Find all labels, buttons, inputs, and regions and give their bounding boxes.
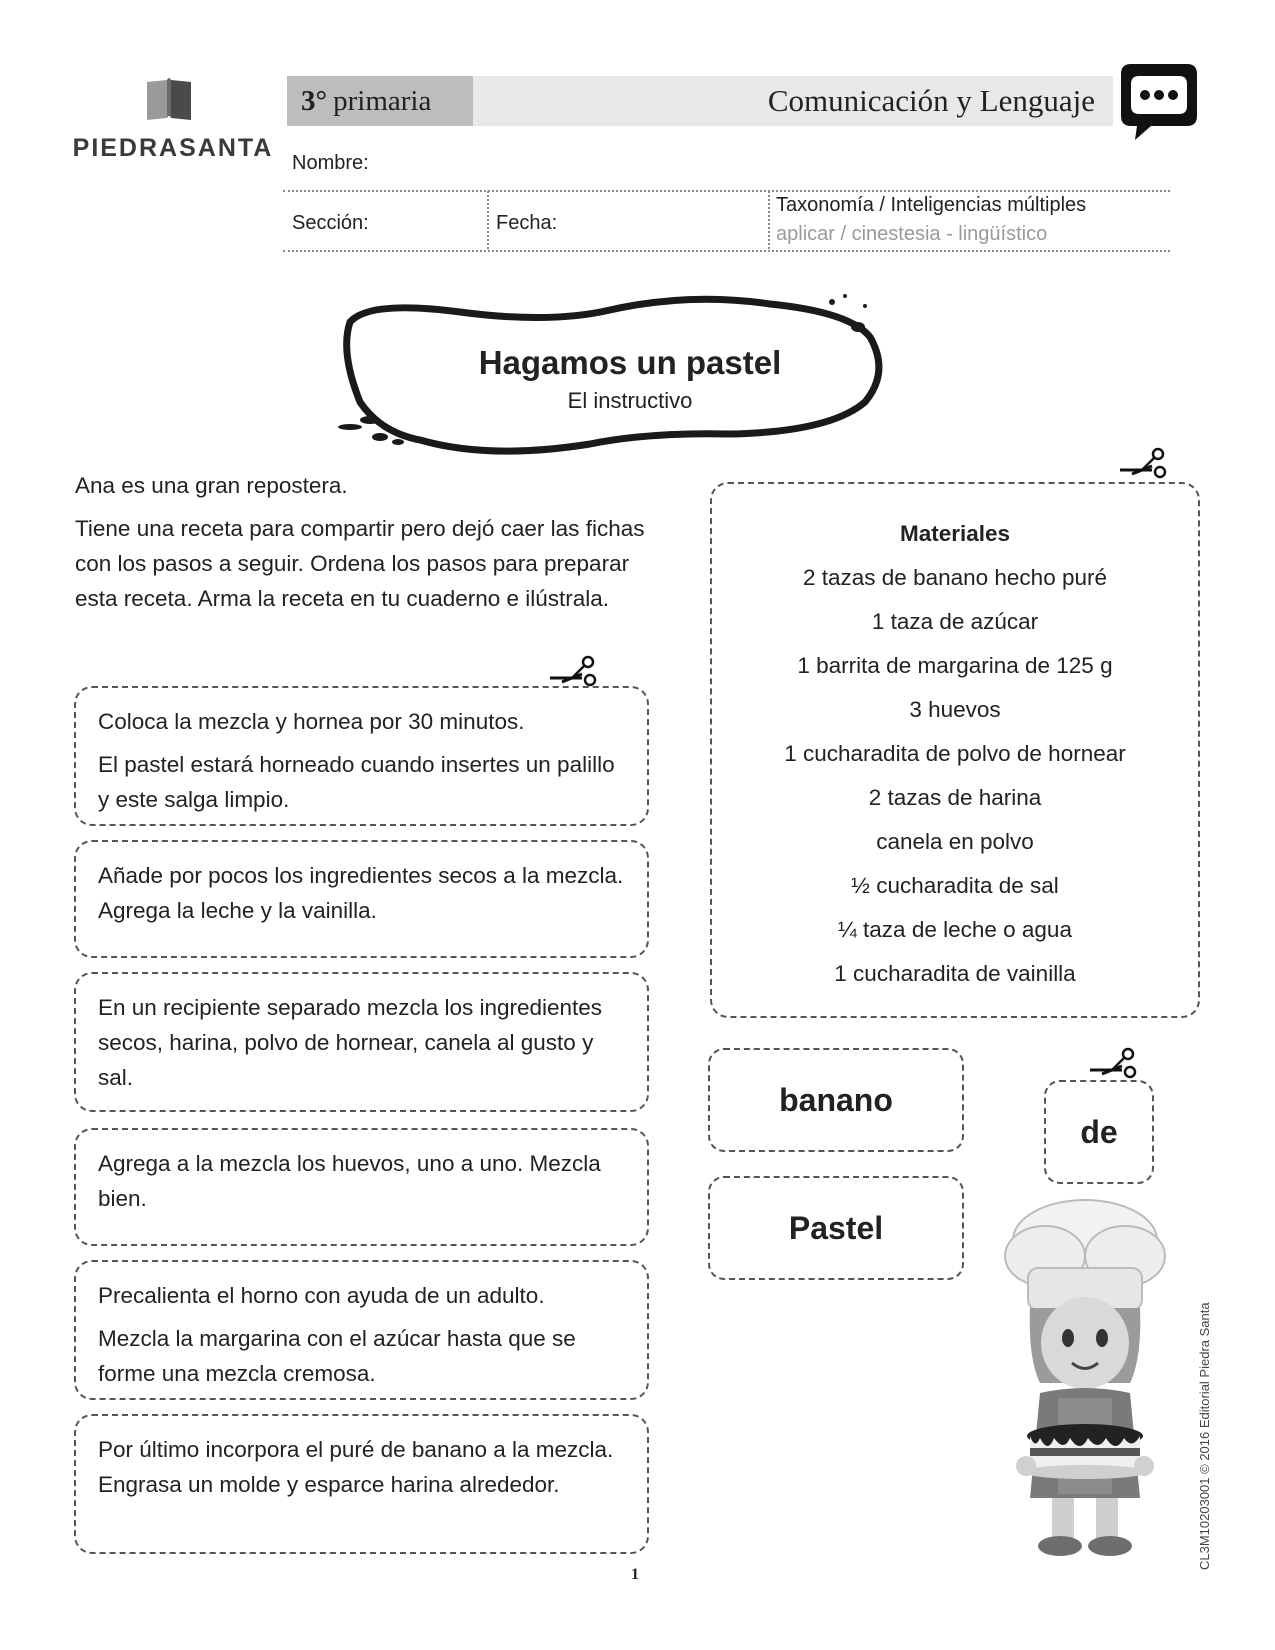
scissors-icon	[548, 652, 598, 688]
name-label: Nombre:	[292, 152, 369, 174]
materials-item: 1 taza de azúcar	[871, 609, 1039, 634]
step-text: En un recipiente separado mezcla los ingredientes secos, harina, polvo de hornear, canela al gusto y sal.	[98, 995, 603, 1090]
divider	[487, 191, 489, 249]
word-text: Pastel	[788, 1209, 884, 1246]
intro-text	[75, 468, 675, 624]
divider	[283, 190, 1170, 192]
taxonomy-title: Taxonomía / Inteligencias múltiples	[776, 194, 1087, 216]
materials-item: 1 cucharadita de vainilla	[834, 961, 1076, 986]
intro-paragraph: Ana es una gran repostera.	[75, 473, 348, 498]
step-text: Añade por pocos los ingredientes secos a la mezcla. Agrega la leche y la vainilla.	[98, 863, 624, 923]
chef-girl-illustration	[990, 1198, 1180, 1563]
scissors-icon	[1118, 444, 1168, 480]
step-text: Mezcla la margarina con el azúcar hasta que se forme una mezcla cremosa.	[98, 1326, 576, 1386]
copyright-text: CL3M10203001 © 2016 Editorial Piedra Santa	[1197, 1302, 1212, 1570]
name-field[interactable]	[370, 140, 1170, 180]
step-card[interactable]	[74, 840, 649, 958]
scissors-icon	[1088, 1044, 1138, 1080]
materials-item: 3 huevos	[909, 697, 1001, 722]
page-subtitle: El instructivo	[567, 388, 693, 413]
book-icon	[143, 74, 195, 124]
grade-word: primaria	[333, 84, 432, 117]
step-card[interactable]	[74, 1260, 649, 1400]
logo-text: PIEDRASANTA	[72, 134, 274, 162]
materials-item: 2 tazas de harina	[868, 785, 1042, 810]
word-card-pastel[interactable]	[708, 1176, 964, 1280]
divider	[768, 191, 770, 249]
date-label: Fecha:	[496, 212, 558, 234]
publisher-logo	[68, 72, 274, 172]
word-card-banano[interactable]	[708, 1048, 964, 1152]
speech-bubble-icon	[1117, 60, 1201, 144]
word-text: banano	[779, 1081, 893, 1118]
step-text: Agrega a la mezcla los huevos, uno a uno. Mezcla bien.	[98, 1151, 601, 1211]
subject-bar	[473, 76, 1113, 126]
materials-item: 2 tazas de banano hecho puré	[803, 565, 1107, 590]
materials-item: ½ cucharadita de sal	[851, 873, 1059, 898]
intro-paragraph: Tiene una receta para compartir pero dejó caer las fichas con los pasos a seguir. Ordena los pasos para preparar esta receta. Arma la receta en tu cuaderno e ilústrala.	[75, 516, 645, 611]
step-card[interactable]	[74, 1128, 649, 1246]
section-label: Sección:	[292, 212, 369, 234]
step-text: Coloca la mezcla y hornea por 30 minutos.	[98, 709, 525, 734]
page-number: 1	[631, 1566, 639, 1583]
materials-item: 1 cucharadita de polvo de hornear	[784, 741, 1126, 766]
word-card-de[interactable]	[1044, 1080, 1154, 1184]
materials-item: canela en polvo	[876, 829, 1034, 854]
date-field[interactable]	[560, 198, 760, 248]
section-field[interactable]	[372, 198, 482, 248]
materials-card[interactable]	[710, 482, 1200, 1018]
step-text: Por último incorpora el puré de banano a la mezcla. Engrasa un molde y esparce harina alrededor.	[98, 1437, 614, 1497]
step-text: El pastel estará horneado cuando insertes un palillo y este salga limpio.	[98, 752, 615, 812]
taxonomy-value: aplicar / cinestesia - lingüístico	[776, 223, 1048, 245]
page-title: Hagamos un pastel	[478, 344, 782, 381]
word-text: de	[1080, 1113, 1118, 1150]
copyright-note	[1196, 1270, 1216, 1570]
step-card[interactable]	[74, 686, 649, 826]
subject-title: Comunicación y Lenguaje	[767, 83, 1095, 118]
divider	[283, 250, 1170, 252]
step-card[interactable]	[74, 1414, 649, 1554]
step-card[interactable]	[74, 972, 649, 1112]
grade-label	[287, 76, 473, 126]
materials-item: ¼ taza de leche o agua	[838, 917, 1072, 942]
materials-item: 1 barrita de margarina de 125 g	[797, 653, 1113, 678]
materials-title: Materiales	[899, 521, 1011, 546]
grade-number: 3°	[301, 84, 328, 117]
step-text: Precalienta el horno con ayuda de un adulto.	[98, 1283, 545, 1308]
